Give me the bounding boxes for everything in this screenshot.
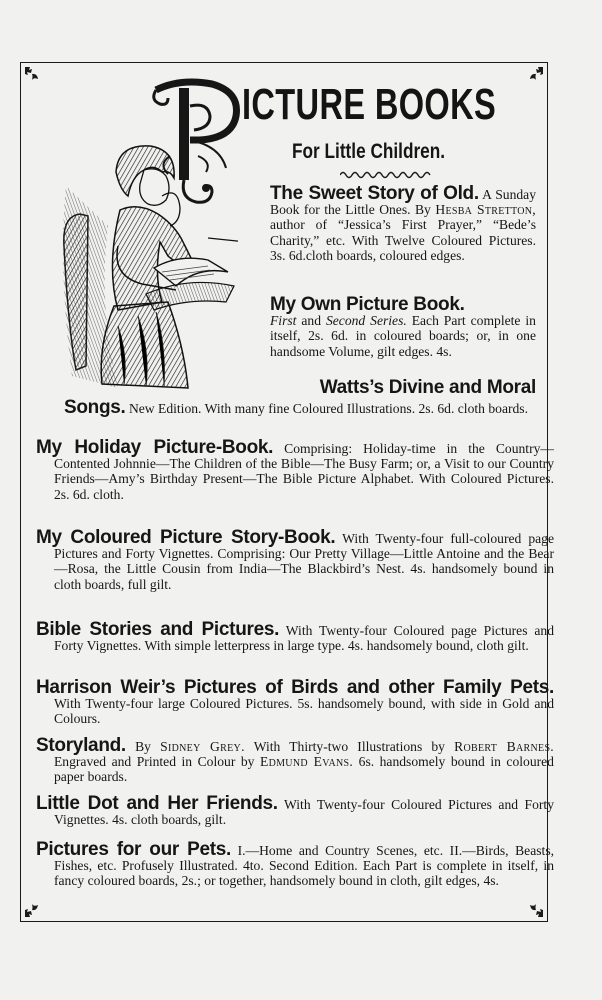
book-title: Watts’s Divine and Moral <box>319 377 536 398</box>
book-author: Hesba Stretton, <box>435 202 536 218</box>
book-title: The Sweet Story of Old. <box>270 183 479 204</box>
book-entry <box>36 839 555 889</box>
book-description: Comprising: Holiday-time in the Country—Contented Johnnie—The Children of the Bible—The Busy Farm; or, a Visit to our Country Friends—Amy’s Birthday Present—The Bible Picture Alphabet. With Coloured Pictures. 2s. 6d. cloth. <box>54 441 554 502</box>
book-title: Bible Stories and Pictures. <box>36 619 280 640</box>
book-title: Pictures for our Pets. <box>36 839 232 860</box>
book-illustrator: Robert Barnes. <box>454 739 555 754</box>
book-entry <box>36 527 554 592</box>
book-byline: By <box>135 739 151 754</box>
ornamental-rule-icon <box>340 170 432 180</box>
book-title: My Own Picture Book. <box>270 294 465 315</box>
book-title: Storyland. <box>36 735 126 756</box>
book-title: My Coloured Picture Story-Book. <box>36 527 336 548</box>
book-description: New Edition. With many fine Coloured Illustrations. 2s. 6d. cloth boards. <box>128 401 528 416</box>
book-title: Little Dot and Her Friends. <box>36 793 278 814</box>
book-series: Second Series. <box>325 313 407 329</box>
corner-ornament-icon <box>527 901 545 919</box>
book-description: Engraved and Printed in Colour by <box>54 754 255 770</box>
book-entry <box>270 294 536 359</box>
book-description: With Thirty-two Illustrations by <box>253 739 445 754</box>
book-title: Songs. <box>64 397 126 418</box>
book-entry <box>36 437 554 502</box>
book-entry-heading <box>270 377 536 398</box>
corner-ornament-icon <box>527 65 545 83</box>
page-title: ICTURE BOOKS <box>242 80 497 129</box>
book-engraver: Edmund Evans. <box>259 754 354 770</box>
book-entry <box>40 397 536 418</box>
book-lead: A Sunday Book for the Little Ones. By <box>270 187 536 218</box>
book-series: First <box>270 313 297 329</box>
book-description: With Twenty-four full-coloured page Pictures and Forty Vignettes. Comprising: Our Pretty Village—Little Antoine and the Bear—Rosa, the Little Cousin from India—The Blackbird’s Nest. 4s. handsomely bound in cloth boards, full gilt. <box>54 531 554 592</box>
page-subtitle: For Little Children. <box>292 140 446 163</box>
book-description: 6s. handsomely bound in coloured paper boards. <box>54 754 554 785</box>
book-entry <box>270 183 536 263</box>
corner-ornament-icon <box>23 901 41 919</box>
book-entry <box>36 619 554 654</box>
book-description: With Twenty-four Coloured Pictures and Forty Vignettes. 4s. cloth boards, gilt. <box>54 797 554 828</box>
book-description: With Twenty-four Coloured page Pictures and Forty Vignettes. With simple letterpress in large type. 4s. handsomely bound, cloth gilt. <box>54 623 554 654</box>
corner-ornament-icon <box>23 65 41 83</box>
book-entry <box>36 735 555 785</box>
girl-reading-illustration <box>58 126 238 394</box>
book-title: Harrison Weir’s Pictures of Birds and other Family Pets. <box>36 677 554 698</box>
book-description: I.—Home and Country Scenes, etc. II.—Birds, Beasts, Fishes, etc. Profusely Illustrated. 4to. Second Edition. Each Part is complete in itself, in fancy coloured boards, 2s.; or together, handsomely bound in cloth, gilt edges, 4s. <box>54 843 555 889</box>
book-entry <box>36 793 554 828</box>
book-description: author of “Jessica’s First Prayer,” “Bede’s Charity,” etc. With Twelve Coloured Pictures. 3s. 6d.cloth boards, coloured edges. <box>270 217 536 263</box>
book-author: Sidney Grey. <box>160 739 245 754</box>
book-description: With Twenty-four large Coloured Pictures. 5s. handsomely bound, with side in Gold and Colours. <box>54 696 554 727</box>
book-series-connector: and <box>301 313 322 329</box>
book-description: Each Part complete in itself, 2s. 6d. in coloured boards; or, in one handsome Volume, gilt edges. 4s. <box>270 313 536 359</box>
book-entry <box>36 677 554 727</box>
book-title: My Holiday Picture-Book. <box>36 437 274 458</box>
